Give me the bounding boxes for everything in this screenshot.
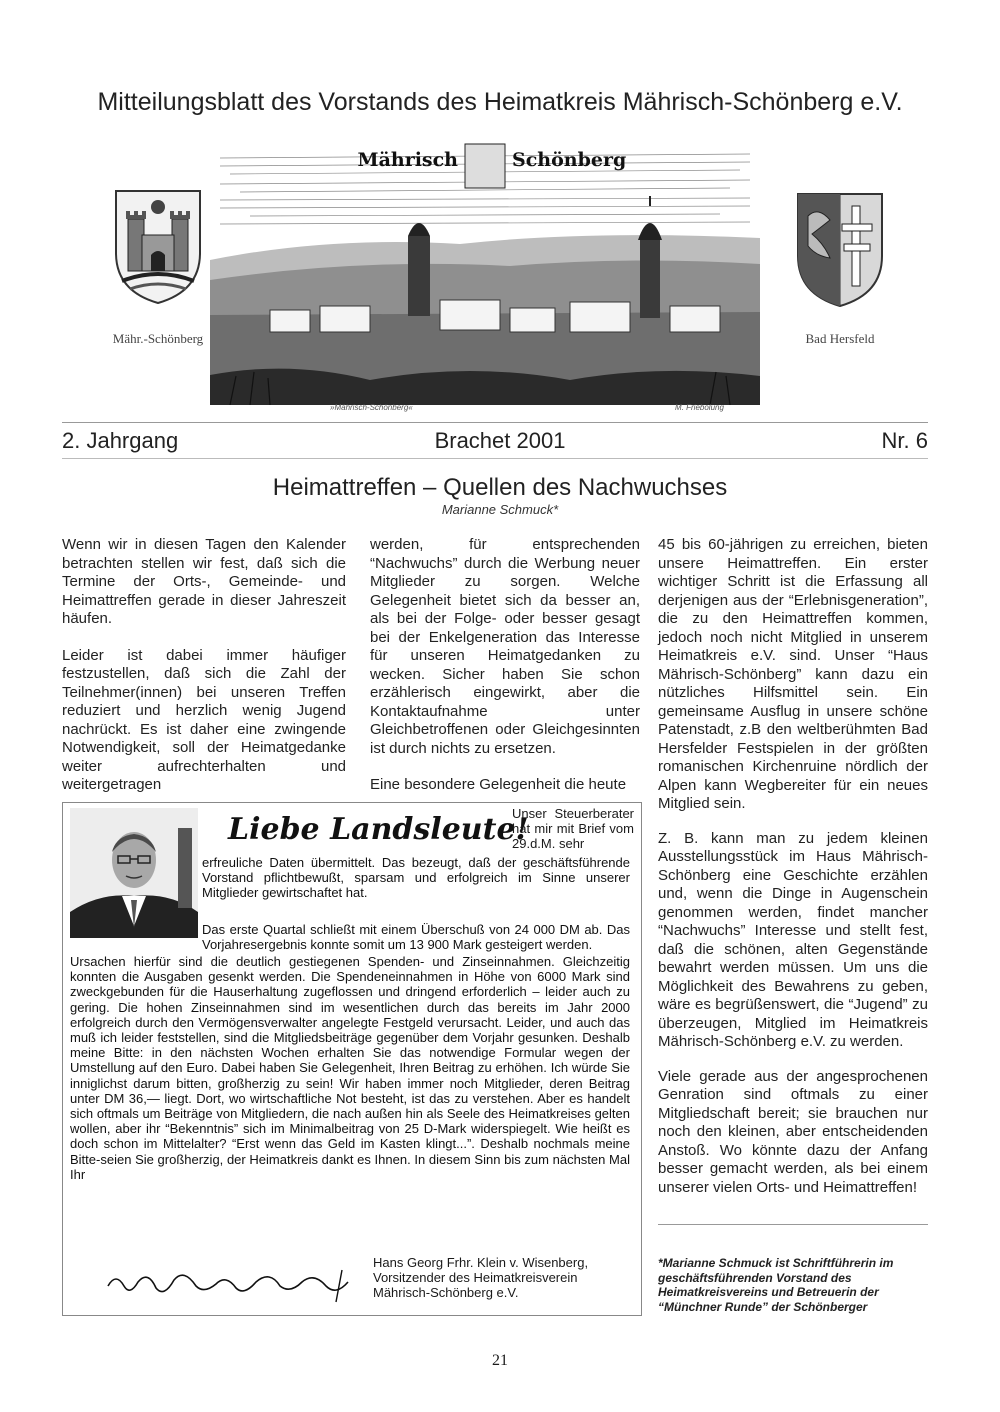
article-author: Marianne Schmuck* [441,502,559,517]
article-column-2 [370,536,640,813]
etching-caption-left: »Mährisch-Schönberg« [330,403,413,412]
letter-intro: Unser Steuerberater hat mir mit Brief vom 29.d.M. sehr [512,806,634,851]
letter-paragraph-2a: Das erste Quartal schließt mit einem Überschuß von 24 000 DM ab. Das Vorjahresergebnis konnte somit um 13 900 Mark gesteigert werden. [202,922,630,953]
article-title: Heimattreffen – Quellen des Nachwuchses [272,474,728,501]
col1-paragraph-2: Leider ist dabei immer häufiger festzustellen, daß sich die Zahl der Teilnehmer(innen) bei unseren Treffen reduziert und herzlich wenig Jugend nachrückt. Es ist daher eine zwingende Notwendigkeit, soll der Heimatgedanke weiter aufrechterhalten und weitergetragen [62,646,346,793]
letter-paragraph-2b: Ursachen hierfür sind die deutlich gestiegenen Spenden- und Zinseinnahmen. Gleichzeitig konnten die Ausgaben gesenkt werden. Die Spendeneinnahmen in Höhe von 6000 Mark sind zweckgebunden für die Hauserhaltung zugeflossen und dringend erforderlich – leider auch zu gering. Die hohen Zinseinnahmen sind im wesentlichen durch das bereits im Jahr 2000 erfolgreich durch den Vermögensverwalter angelegte Festgeld verursacht. Leider, und auch das muß ich leider feststellen, sind die Mitgliedsbeiträge gegenüber dem Vorjahr gesunken. Deshalb meine Bitte: in den nächsten Wochen erhalten Sie das notwendige Formular wegen der Umstellung auf den Euro. Dabei haben Sie Gelegenheit, Ihren Beitrag zu erhöhen. Ich würde Sie inniglichst darum bitten, großherzig zu sein! Wir haben immer noch Mitglieder, deren Beitrag unter DM 36,— liegt. Dort, wo wirtschaftliche Not besteht, ist das zu verstehen. Aber es handelt sich oftmals um Beiträge von Mitgliedern, die nach außen hin als Seele des Heimatkreises gelten wollen, aber ihr “Bekenntnis” sich im Minimalbeitrag von 25 D-Mark widerspiegelt. Wie heißt es doch schon im Mittelalter? “Erst wenn das Geld im Kasten klingt...”. Deshalb nochmals meine Bitte-seien Sie großherzig, der Heimatkreis dankt es Ihnen. In diesem Sinn bis zum nächsten Mal Ihr [70,954,630,1182]
letter-heading: Liebe Landsleute! [228,812,529,847]
col3-paragraph-3: Viele gerade aus der angesprochenen Genration sind oftmals zu einer Mitgliedschaft bereit; sie brauchen nur noch den kleinen, aber entscheidenden Anstoß. Wo könnte dazu der Anfang besser gemacht werden, als bei einem unserer vielen Orts- und Heimattreffen! [658,1067,928,1196]
town-etching-illustration [210,140,760,405]
article-column-1 [62,536,346,813]
etching-caption-right: M. Friebolung [675,403,724,412]
issue-rule-top [62,422,928,423]
col2-paragraph-2: Eine besondere Gelegenheit die heute [370,776,627,793]
footnote-rule [658,1224,928,1225]
col3-paragraph-2: Z. B. kann man zu jedem kleinen Ausstellungsstück im Haus Mährisch-Schönberg eine Geschichte erzählen und, wenn die Dinge in Augenschein genommen werden, findet mancher “Nachwuchs” Interesse und stellt fest, daß die schönen, alten Gegenstände bewahrt werden müssen. Um uns die Möglichkeit des Bewahrens zu geben, wäre es begrüßenswert, die “Jugend” zu überzeugen, Mitglied im Heimatkreis Mährisch-Schönberg e.V. zu werden. [658,829,928,1050]
letter-paragraph-1: erfreuliche Daten übermittelt. Das bezeugt, daß der geschäftsführende Vorstand pflichtbewußt, sparsam und erfolgreich im Sinne unserer Mitglieder gewirtschaftet hat. [202,855,630,901]
col2-paragraph-1: werden, für entsprechenden “Nachwuchs” durch die Werbung neuer Mitglieder zu sorgen. Welche Gelegenheit bietet sich da besser an, als bei der Folge- oder besser gesagt bei der Enkelgeneration das Interesse für unseren Heimatgedanken zu wecken. Sicher haben Sie schon erzählerisch eingewirkt, aber die Kontaktaufnahme unter Gleichbetroffenen oder Gleichgesinnten ist durch nichts zu ersetzen. [370,536,640,757]
handwritten-signature [104,1260,354,1304]
page-number: 21 [492,1352,508,1369]
col1-paragraph-1: Wenn wir in diesen Tagen den Kalender betrachten stellen wir fest, daß sich die Termine der Orts-, Gemeinde- und Heimattreffen gerade in dieser Jahreszeit häufen. [62,536,346,627]
etching-title-right: Schönberg [512,149,627,171]
crest-right-label: Bad Hersfeld [805,331,875,346]
crest-left-label: Mähr.-Schönberg [112,331,204,346]
issue-rule-bottom [62,458,928,459]
issue-month: Brachet 2001 [434,428,566,453]
issue-year: 2. Jahrgang [62,428,179,453]
letter-signer: Hans Georg Frhr. Klein v. Wisenberg, Vorsitzender des Heimatkreisverein Mährisch-Schönberg e.V. [373,1255,589,1300]
masthead: Mitteilungsblatt des Vorstands des Heimatkreis Mährisch-Schönberg e.V. [97,88,903,116]
portrait-photo [70,808,198,938]
coat-of-arms-right-icon [790,186,890,311]
col3-paragraph-1: 45 bis 60-jährigen zu erreichen, bieten unsere Heimattreffen. Ein erster wichtiger Schritt ist die Erfassung all derjenigen aus der “Erlebnisgeneration”, die zu den Heimattreffen kommen, jedoch noch nicht Mitglied in unserem Heimatkreis e.V. sind. Unser “Haus Mährisch-Schönberg” kann dazu ein nützliches Hilfsmittel sein. Ein gemeinsame Ausflug in unsere schöne Patenstadt, z.B den weltberühmten Bad Hersfelder Festspielen in der größten romanischen Kirchenruine nördlich der Alpen kann Wegbereiter für ein neues Mitglied sein. [658,536,928,812]
article-column-3 [658,536,928,1215]
etching-title-left: Mährisch [357,149,458,171]
issue-number: Nr. 6 [881,428,928,453]
article-footnote: *Marianne Schmuck ist Schriftführerin im geschäftsführenden Vorstand des Heimatkreisvereins und Betreuerin der “Münchner Runde” der Schönberger [658,1256,894,1314]
coat-of-arms-left-icon [108,183,208,308]
